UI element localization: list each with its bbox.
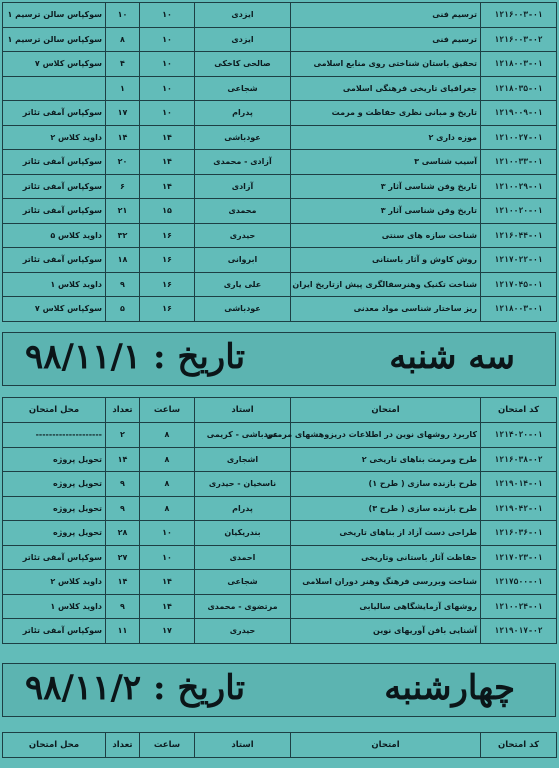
cell-time: ۱۴ xyxy=(140,570,195,595)
cell-time: ۱۰ xyxy=(140,27,195,52)
header-count: تعداد xyxy=(106,733,140,758)
cell-code: ۱۲۱۰۰۲۴-۰۱ xyxy=(481,594,557,619)
cell-teacher: ناسخیان - حیدری xyxy=(195,472,291,497)
table-row xyxy=(3,76,557,101)
cell-teacher: عودباشی xyxy=(195,125,291,150)
cell-exam: روش کاوش و آثار باستانی xyxy=(291,248,481,273)
cell-count: ۲ xyxy=(106,423,140,448)
header-exam: امتحان xyxy=(291,398,481,423)
schedule-table-2 xyxy=(2,397,557,644)
cell-count: ۱۰ xyxy=(106,3,140,28)
cell-place: سوکپاس آمفی تئاتر xyxy=(3,545,106,570)
table-row xyxy=(3,545,557,570)
day-name: چهارشنبه xyxy=(384,668,515,708)
cell-teacher: حیدری xyxy=(195,619,291,644)
cell-code: ۱۲۱۸۰۰۳-۰۱ xyxy=(481,52,557,77)
header-count: تعداد xyxy=(106,398,140,423)
cell-place: سوکپاس کلاس ۷ xyxy=(3,297,106,322)
cell-time: ۱۴ xyxy=(140,594,195,619)
cell-count: ۲۷ xyxy=(106,545,140,570)
day-name: سه شنبه xyxy=(389,337,515,377)
cell-place: تحویل پروژه xyxy=(3,472,106,497)
cell-count: ۹ xyxy=(106,594,140,619)
header-code: کد امتحان xyxy=(481,398,557,423)
cell-exam: تاریخ وفن شناسی آثار ۳ xyxy=(291,199,481,224)
cell-time: ۱۶ xyxy=(140,248,195,273)
cell-exam: ترسیم فنی xyxy=(291,27,481,52)
cell-exam: ریز ساختار شناسی مواد معدنی xyxy=(291,297,481,322)
cell-teacher: علی یاری xyxy=(195,272,291,297)
cell-code: ۱۲۱۷۰۲۳-۰۱ xyxy=(481,545,557,570)
table-header-row xyxy=(3,733,557,758)
cell-code: ۱۲۱۹۰۱۷-۰۲ xyxy=(481,619,557,644)
cell-count: ۲۱ xyxy=(106,199,140,224)
header-teacher: استاد xyxy=(195,398,291,423)
cell-count: ۲۸ xyxy=(106,521,140,546)
cell-place: داوید کلاس ۱ xyxy=(3,272,106,297)
cell-exam: طرح بازنده سازی ( طرح ۱) xyxy=(291,472,481,497)
cell-place: سوکپاس آمفی تئاتر xyxy=(3,150,106,175)
cell-teacher: مرتضوی - محمدی xyxy=(195,594,291,619)
table-row xyxy=(3,248,557,273)
table-row xyxy=(3,27,557,52)
day-banner-wednesday xyxy=(2,663,556,717)
cell-time: ۱۰ xyxy=(140,52,195,77)
cell-place: داوید کلاس ۲ xyxy=(3,570,106,595)
cell-exam: تاریخ وفن شناسی آثار ۳ xyxy=(291,174,481,199)
table-row xyxy=(3,3,557,28)
cell-place: سوکپاس سالن ترسیم ۱ xyxy=(3,3,106,28)
cell-exam: ترسیم فنی xyxy=(291,3,481,28)
cell-exam: آشنایی بافن آوریهای نوین xyxy=(291,619,481,644)
day-banner-tuesday xyxy=(2,332,556,386)
cell-code: ۱۲۱۶۰۰۳-۰۱ xyxy=(481,3,557,28)
table-row xyxy=(3,496,557,521)
table-row xyxy=(3,619,557,644)
cell-code: ۱۲۱۶۰۴۴-۰۱ xyxy=(481,223,557,248)
cell-count: ۱۴ xyxy=(106,447,140,472)
cell-teacher: ایزدی xyxy=(195,3,291,28)
table-row xyxy=(3,272,557,297)
exam-date: تاریخ : ۹۸/۱۱/۱ xyxy=(25,337,246,377)
cell-place: سوکپاس آمفی تئاتر xyxy=(3,199,106,224)
header-code: کد امتحان xyxy=(481,733,557,758)
cell-time: ۱۴ xyxy=(140,150,195,175)
cell-time: ۱۷ xyxy=(140,619,195,644)
cell-code: ۱۲۱۶۰۳۸-۰۲ xyxy=(481,447,557,472)
cell-count: ۱۸ xyxy=(106,248,140,273)
table-row xyxy=(3,52,557,77)
cell-place: داوید کلاس ۵ xyxy=(3,223,106,248)
cell-exam: روشهای آزمایشگاهی سالیابی xyxy=(291,594,481,619)
cell-teacher: ابروانی xyxy=(195,248,291,273)
cell-code: ۱۲۱۸۰۰۳-۰۱ xyxy=(481,297,557,322)
table-row xyxy=(3,101,557,126)
header-teacher: استاد xyxy=(195,733,291,758)
cell-time: ۱۰ xyxy=(140,76,195,101)
cell-time: ۱۶ xyxy=(140,297,195,322)
cell-code: ۱۲۱۹۰۴۲-۰۱ xyxy=(481,496,557,521)
cell-time: ۸ xyxy=(140,496,195,521)
table-row xyxy=(3,447,557,472)
cell-code: ۱۲۱۶۰۳۶-۰۱ xyxy=(481,521,557,546)
cell-count: ۱۴ xyxy=(106,570,140,595)
cell-exam: کاربرد روشهای نوین در اطلاعات دریزوهشهای مرمتی xyxy=(291,423,481,448)
cell-teacher: اشجاری xyxy=(195,447,291,472)
cell-place: سوکپاس کلاس ۷ xyxy=(3,52,106,77)
cell-place: -------------------- xyxy=(3,423,106,448)
schedule-table-3 xyxy=(2,732,557,758)
cell-time: ۱۰ xyxy=(140,521,195,546)
cell-count: ۶ xyxy=(106,174,140,199)
cell-code: ۱۲۱۷۰۲۲-۰۱ xyxy=(481,248,557,273)
header-place: محل امتحان xyxy=(3,398,106,423)
table-row xyxy=(3,472,557,497)
cell-place: تحویل پروژه xyxy=(3,447,106,472)
cell-time: ۱۴ xyxy=(140,125,195,150)
cell-place: سوکپاس سالن ترسیم ۱ xyxy=(3,27,106,52)
cell-exam: حفاظت آثار باستانی وتاریخی xyxy=(291,545,481,570)
cell-teacher: پدرام xyxy=(195,101,291,126)
cell-count: ۹ xyxy=(106,272,140,297)
cell-exam: تاریخ و مبانی نظری حفاظت و مرمت xyxy=(291,101,481,126)
header-time: ساعت xyxy=(140,398,195,423)
cell-code: ۱۲۱۰۰۲۰-۰۱ xyxy=(481,199,557,224)
cell-code: ۱۲۱۴۰۲۰-۰۱ xyxy=(481,423,557,448)
cell-code: ۱۲۱۹۰۰۹-۰۱ xyxy=(481,101,557,126)
cell-teacher: صالحی کاخکی xyxy=(195,52,291,77)
table-row xyxy=(3,125,557,150)
cell-count: ۱۷ xyxy=(106,101,140,126)
cell-exam: طراحی دست آزاد از بناهای تاریخی xyxy=(291,521,481,546)
cell-place: داوید کلاس ۲ xyxy=(3,125,106,150)
cell-place: سوکپاس آمفی تئاتر xyxy=(3,619,106,644)
cell-exam: تحقیق باستان شناختی روی منابع اسلامی xyxy=(291,52,481,77)
cell-count: ۴ xyxy=(106,52,140,77)
cell-teacher: شجاعی xyxy=(195,76,291,101)
cell-place: تحویل پروژه xyxy=(3,496,106,521)
cell-time: ۱۰ xyxy=(140,101,195,126)
cell-count: ۲۰ xyxy=(106,150,140,175)
cell-count: ۹ xyxy=(106,496,140,521)
table-header-row xyxy=(3,398,557,423)
cell-place: سوکپاس آمفی تئاتر xyxy=(3,174,106,199)
cell-time: ۱۰ xyxy=(140,545,195,570)
cell-teacher: پدرام xyxy=(195,496,291,521)
cell-place: سوکپاس آمفی تئاتر xyxy=(3,101,106,126)
cell-place: سوکپاس آمفی تئاتر xyxy=(3,248,106,273)
exam-date: تاریخ : ۹۸/۱۱/۲ xyxy=(25,668,246,708)
cell-count: ۱۴ xyxy=(106,125,140,150)
cell-teacher: عودباشی xyxy=(195,297,291,322)
schedule-table-1 xyxy=(2,2,557,322)
cell-code: ۱۲۱۹۰۱۴-۰۱ xyxy=(481,472,557,497)
cell-code: ۱۲۱۷۵۰۰-۰۱ xyxy=(481,570,557,595)
cell-teacher: شجاعی xyxy=(195,570,291,595)
table-row xyxy=(3,423,557,448)
cell-time: ۸ xyxy=(140,472,195,497)
cell-count: ۱۱ xyxy=(106,619,140,644)
cell-time: ۸ xyxy=(140,423,195,448)
header-exam: امتحان xyxy=(291,733,481,758)
header-place: محل امتحان xyxy=(3,733,106,758)
cell-exam: موزه داری ۲ xyxy=(291,125,481,150)
cell-code: ۱۲۱۶۰۰۳-۰۲ xyxy=(481,27,557,52)
cell-count: ۳۲ xyxy=(106,223,140,248)
table-row xyxy=(3,594,557,619)
cell-code: ۱۲۱۷۰۴۵-۰۱ xyxy=(481,272,557,297)
cell-code: ۱۲۱۰۰۳۳-۰۱ xyxy=(481,150,557,175)
cell-count: ۸ xyxy=(106,27,140,52)
cell-count: ۵ xyxy=(106,297,140,322)
header-time: ساعت xyxy=(140,733,195,758)
cell-code: ۱۲۱۰۰۲۹-۰۱ xyxy=(481,174,557,199)
cell-place: داوید کلاس ۱ xyxy=(3,594,106,619)
cell-teacher: آزادی - محمدی xyxy=(195,150,291,175)
cell-teacher: آزادی xyxy=(195,174,291,199)
cell-teacher: عودباشی - کریمی xyxy=(195,423,291,448)
cell-teacher: احمدی xyxy=(195,545,291,570)
cell-time: ۱۶ xyxy=(140,272,195,297)
cell-teacher: بندریکیان xyxy=(195,521,291,546)
cell-code: ۱۲۱۰۰۲۷-۰۱ xyxy=(481,125,557,150)
cell-time: ۱۵ xyxy=(140,199,195,224)
cell-exam: طرح ومرمت بناهای تاریخی ۲ xyxy=(291,447,481,472)
cell-exam: شناخت تکنیک وهنرسفالگری پیش ازتاریخ ایران xyxy=(291,272,481,297)
cell-teacher: محمدی xyxy=(195,199,291,224)
cell-count: ۹ xyxy=(106,472,140,497)
cell-exam: جغرافیای تاریخی فرهنگی اسلامی xyxy=(291,76,481,101)
table-row xyxy=(3,150,557,175)
table-row xyxy=(3,199,557,224)
table-row xyxy=(3,521,557,546)
cell-code: ۱۲۱۸۰۳۵-۰۱ xyxy=(481,76,557,101)
table-row xyxy=(3,174,557,199)
cell-teacher: حیدری xyxy=(195,223,291,248)
table-row xyxy=(3,223,557,248)
cell-place xyxy=(3,76,106,101)
table-row xyxy=(3,570,557,595)
cell-time: ۱۶ xyxy=(140,223,195,248)
cell-time: ۱۴ xyxy=(140,174,195,199)
cell-exam: طرح بازنده سازی ( طرح ۳) xyxy=(291,496,481,521)
cell-exam: شناخت وبررسی فرهنگ وهنر دوران اسلامی xyxy=(291,570,481,595)
cell-count: ۱ xyxy=(106,76,140,101)
cell-teacher: ایزدی xyxy=(195,27,291,52)
cell-place: تحویل پروژه xyxy=(3,521,106,546)
cell-exam: آسیب شناسی ۳ xyxy=(291,150,481,175)
cell-time: ۸ xyxy=(140,447,195,472)
cell-exam: شناخت سازه های سنتی xyxy=(291,223,481,248)
table-row xyxy=(3,297,557,322)
cell-time: ۱۰ xyxy=(140,3,195,28)
